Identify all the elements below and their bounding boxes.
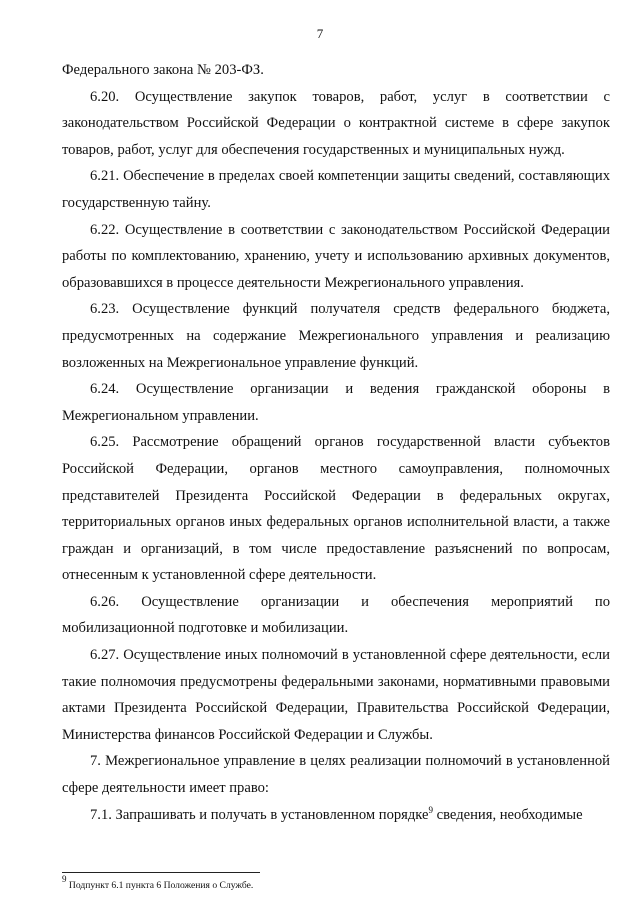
paragraph-7: 7. Межрегиональное управление в целях реализации полномочий в установленной сфере деятельности имеет право:	[62, 753, 610, 797]
paragraph-7-1-text-after: сведения, необходимые	[433, 806, 583, 823]
paragraph-7-1-text-before: 7.1. Запрашивать и получать в установленном порядке	[90, 806, 429, 823]
paragraph-6-27: 6.27. Осуществление иных полномочий в установленной сфере деятельности, если такие полномочия предусмотрены федеральными законами, нормативными правовыми актами Президента Российской Федерации, Правительства Российской Федерации, Министерства финансов Российской Федерации и Службы.	[62, 647, 610, 743]
footnote-marker: 9	[62, 874, 67, 884]
paragraph-6-23: 6.23. Осуществление функций получателя средств федерального бюджета, предусмотренных на содержание Межрегионального управления и реализацию возложенных на Межрегиональное управление функций.	[62, 301, 610, 371]
page-number: 7	[316, 26, 324, 41]
paragraph-6-20: 6.20. Осуществление закупок товаров, работ, услуг в соответствии с законодательством Российской Федерации о контрактной системе в сфере закупок товаров, работ, услуг для обеспечения государственных и муниципальных нужд.	[62, 88, 610, 158]
paragraph-6-21: 6.21. Обеспечение в пределах своей компетенции защиты сведений, составляющих государственную тайну.	[62, 168, 610, 211]
paragraph-6-24: 6.24. Осуществление организации и ведения гражданской обороны в Межрегиональном управлении.	[62, 381, 610, 424]
paragraph-6-22: 6.22. Осуществление в соответствии с законодательством Российской Федерации работы по комплектованию, хранению, учету и использованию архивных документов, образовавшихся в процессе деятельности Межрегионального управления.	[62, 221, 610, 291]
paragraph-6-26: 6.26. Осуществление организации и обеспечения мероприятий по мобилизационной подготовке и мобилизации.	[62, 593, 610, 637]
footnote-text: Подпункт 6.1 пункта 6 Положения о Службе.	[66, 880, 254, 891]
paragraph-7-1	[62, 802, 610, 829]
lead-line: Федерального закона № 203-ФЗ.	[62, 62, 264, 78]
paragraph-6-25: 6.25. Рассмотрение обращений органов государственной власти субъектов Российской Федерации, органов местного самоуправления, полномочных представителей Президента Российской Федерации в федеральных округах, территориальных органов иных федеральных органов исполнительной власти, а также граждан и организаций, в том числе предоставление разъяснений по вопросам, отнесенным к установленной сфере деятельности.	[62, 434, 610, 584]
footnote-reference[interactable]: 9	[428, 804, 433, 815]
footnote	[62, 874, 254, 892]
document-body	[62, 57, 610, 828]
footnote-divider	[62, 872, 260, 873]
